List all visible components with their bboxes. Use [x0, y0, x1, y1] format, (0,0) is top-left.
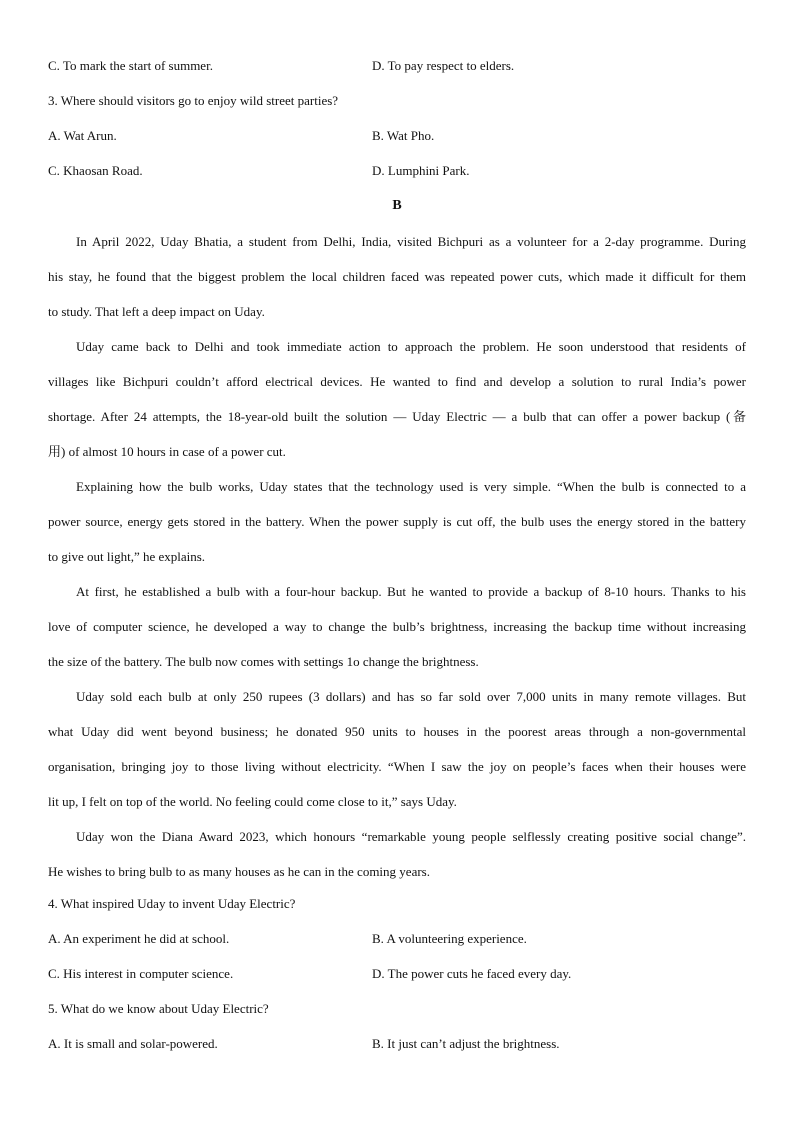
passage-line: Uday won the Diana Award 2023, which honours “remarkable young people selflessly creating positive social change”.: [76, 829, 746, 844]
passage-line: the size of the battery. The bulb now comes with settings 1o change the brightness.: [48, 654, 479, 669]
passage-line: Explaining how the bulb works, Uday states that the technology used is very simple. “When the bulb is connected to a: [76, 479, 746, 494]
passage-line: love of computer science, he developed a way to change the bulb’s brightness, increasing the backup time without increasing: [48, 619, 746, 634]
passage-line: to study. That left a deep impact on Uday.: [48, 304, 265, 319]
passage-line: 用) of almost 10 hours in case of a power cut.: [48, 444, 286, 459]
passage-line: Uday sold each bulb at only 250 rupees (3 dollars) and has so far sold over 7,000 units in many remote villages. But: [76, 689, 746, 704]
passage-line: lit up, I felt on top of the world. No feeling could come close to it,” says Uday.: [48, 794, 457, 809]
passage-line: In April 2022, Uday Bhatia, a student from Delhi, India, visited Bichpuri as a volunteer for a 2-day programme. During: [76, 234, 746, 249]
passage-paragraph: [48, 574, 746, 679]
passage-line: villages like Bichpuri couldn’t afford electrical devices. He wanted to find and develop a solution to rural India’s power: [48, 374, 746, 389]
q5-question: 5. What do we know about Uday Electric?: [48, 1001, 269, 1016]
q2-option-c: C. To mark the start of summer.: [48, 58, 213, 73]
q5-option-b: B. It just can’t adjust the brightness.: [372, 1036, 560, 1051]
passage-paragraph: [48, 329, 746, 469]
q4-option-b: B. A volunteering experience.: [372, 931, 527, 946]
passage-line: his stay, he found that the biggest problem the local children faced was repeated power cuts, which made it difficult for them: [48, 269, 746, 284]
passage: [48, 224, 746, 889]
passage-paragraph: [48, 224, 746, 329]
q3-option-b: B. Wat Pho.: [372, 128, 435, 143]
passage-line: to give out light,” he explains.: [48, 549, 206, 564]
passage-paragraph: [48, 679, 746, 819]
passage-paragraph: [48, 469, 746, 574]
passage-line: He wishes to bring bulb to as many houses as he can in the coming years.: [48, 864, 430, 879]
section-title: B: [392, 198, 402, 213]
q4-option-a: A. An experiment he did at school.: [48, 931, 230, 946]
q4-question: 4. What inspired Uday to invent Uday Electric?: [48, 896, 296, 911]
q5-option-a: A. It is small and solar-powered.: [48, 1036, 218, 1051]
q3-option-c: C. Khaosan Road.: [48, 163, 143, 178]
passage-line: Uday came back to Delhi and took immediate action to approach the problem. He soon understood that residents of: [76, 339, 746, 354]
q4-options-row-ab: [48, 931, 746, 947]
q4-option-d: D. The power cuts he faced every day.: [372, 966, 572, 981]
q4-options-row-cd: [48, 966, 746, 982]
q3-option-d: D. Lumphini Park.: [372, 163, 470, 178]
passage-line: At first, he established a bulb with a four-hour backup. But he wanted to provide a backup of 8-10 hours. Thanks to his: [76, 584, 746, 599]
q2-options-row-cd: [48, 58, 746, 74]
passage-line: organisation, bringing joy to those living without electricity. “When I saw the joy on people’s faces when their houses were: [48, 759, 746, 774]
q3-question: 3. Where should visitors go to enjoy wild street parties?: [48, 93, 339, 108]
passage-line: what Uday did went beyond business; he donated 950 units to houses in the poorest areas through a non-governmental: [48, 724, 746, 739]
passage-paragraph: [48, 819, 746, 889]
q3-option-a: A. Wat Arun.: [48, 128, 117, 143]
q3-options-row-ab: [48, 128, 746, 144]
q5-options-row-ab: [48, 1036, 746, 1052]
q2-option-d: D. To pay respect to elders.: [372, 58, 515, 73]
passage-line: shortage. After 24 attempts, the 18-year-old built the solution — Uday Electric — a bulb that can offer a power backup (备: [48, 409, 746, 424]
q3-options-row-cd: [48, 163, 746, 179]
passage-line: power source, energy gets stored in the battery. When the power supply is cut off, the bulb uses the energy stored in the battery: [48, 514, 746, 529]
document-page: [48, 0, 746, 1123]
q4-option-c: C. His interest in computer science.: [48, 966, 234, 981]
